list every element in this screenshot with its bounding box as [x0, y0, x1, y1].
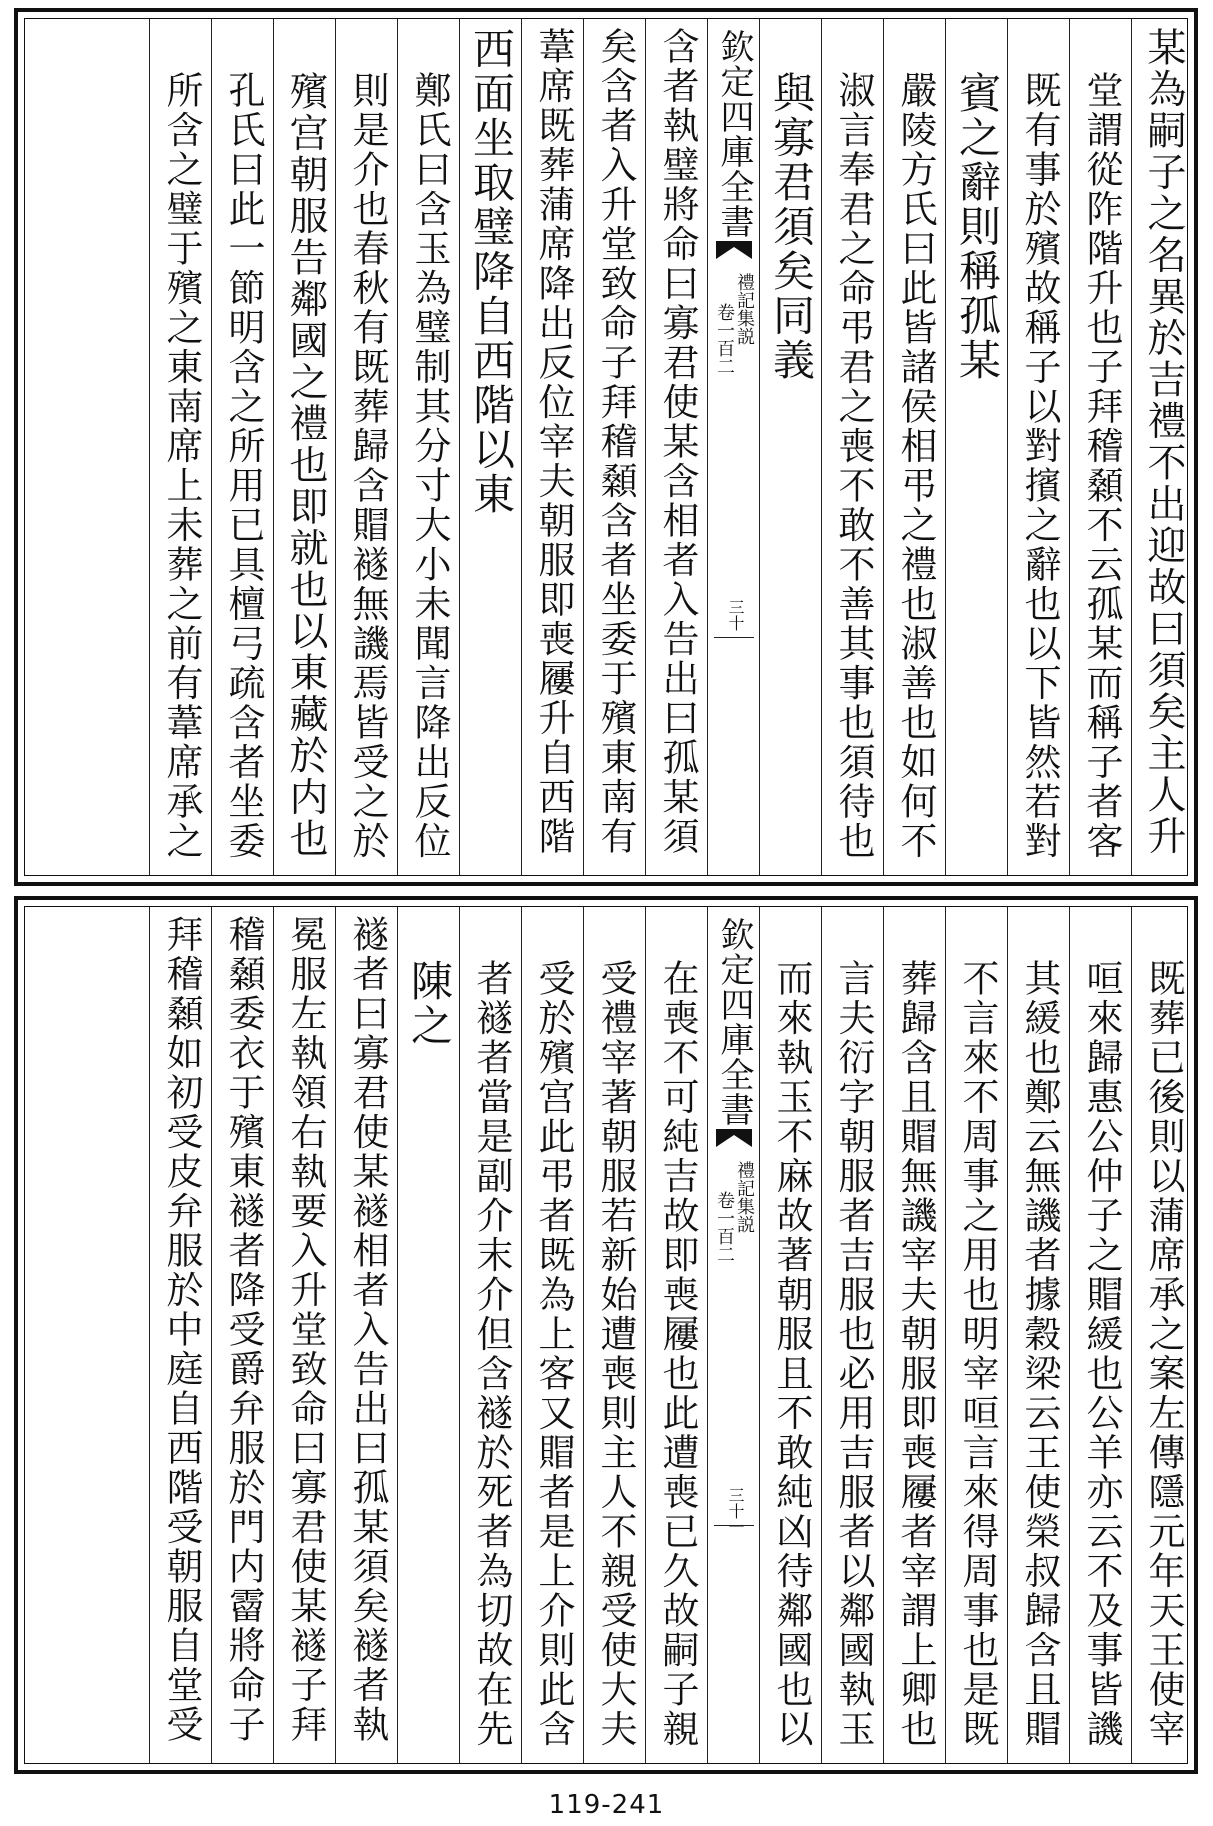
bottom-text-column — [459, 907, 521, 1763]
top-text-column — [1007, 19, 1069, 875]
top-fish-tail-mark-icon — [716, 241, 752, 259]
top-page-panel — [14, 8, 1198, 886]
bottom-text-column — [821, 907, 883, 1763]
bottom-text-column — [397, 907, 459, 1763]
bottom-column-text: 冕服左執領右執要入升堂致命曰寡君使某襚子拜 — [284, 915, 327, 1745]
bottom-text-column — [1007, 907, 1069, 1763]
top-column-text: 堂謂從阼階升也子拜稽顙不云孤某而稱子者客 — [1080, 71, 1123, 861]
bottom-column-text: 既葬已後則以蒲席承之案左傳隱元年天王使宰 — [1142, 959, 1185, 1749]
top-book-title: 欽定四庫全書 — [714, 29, 754, 239]
top-column-text: 某為嗣子之名異於吉禮不出迎故曰須矣主人升 — [1141, 27, 1186, 857]
bottom-text-column — [335, 907, 397, 1763]
bottom-page-panel — [14, 896, 1198, 1774]
top-text-column — [583, 19, 645, 875]
top-volume: 卷一百二 — [714, 303, 735, 375]
top-text-column — [149, 19, 211, 875]
bottom-column-text: 陳之 — [405, 959, 454, 1048]
top-text-column — [521, 19, 583, 875]
top-column-text: 葦席既葬蒲席降出反位宰夫朝服即喪屨升自西階 — [532, 27, 575, 857]
bottom-fish-tail-mark-icon — [716, 1129, 752, 1147]
top-text-column — [759, 19, 821, 875]
bottom-text-column — [1069, 907, 1131, 1763]
top-text-column — [273, 19, 335, 875]
bottom-column-text: 咺來歸惠公仲子之賵緩也公羊亦云不及事皆譏 — [1080, 959, 1123, 1749]
bottom-text-column — [211, 907, 273, 1763]
page-code: 119-241 — [548, 1790, 665, 1820]
bottom-page-number: 三十一 — [726, 1487, 745, 1535]
bottom-text-column — [883, 907, 945, 1763]
top-text-column — [397, 19, 459, 875]
bottom-text-column — [521, 907, 583, 1763]
bottom-text-column — [149, 907, 211, 1763]
top-page-number: 三十 — [726, 599, 745, 631]
top-column-text: 含者執璧將命曰寡君使某含相者入告出曰孤某須 — [656, 27, 699, 857]
top-column-text: 嚴陵方氏曰此皆諸侯相弔之禮也淑善也如何不 — [894, 71, 937, 861]
bottom-text-column — [945, 907, 1007, 1763]
bottom-column-text: 受於殯宫此弔者既為上客又賵者是上介則此含 — [532, 959, 575, 1749]
bottom-column-text: 拜稽顙如初受皮弁服於中庭自西階受朝服自堂受 — [160, 915, 203, 1745]
top-column-text: 殯宫朝服告鄰國之禮也即就也以東藏於内也 — [283, 71, 328, 860]
bottom-text-column — [759, 907, 821, 1763]
bottom-column-text: 而來執玉不麻故著朝服且不敢純凶待鄰國也以 — [770, 959, 813, 1749]
top-column-text: 矣含者入升堂致命子拜稽顙含者坐委于殯東南有 — [594, 27, 637, 857]
bottom-column-text: 稽顙委衣于殯東襚者降受爵弁服於門内霤將命子 — [222, 915, 265, 1745]
top-column-text: 賓之辭則稱孤某 — [953, 71, 1002, 383]
bottom-text-column — [645, 907, 707, 1763]
bottom-column-text: 葬歸含且賵無譏宰夫朝服即喪屨者宰謂上卿也 — [894, 959, 937, 1749]
top-column-text: 西面坐取璧降自西階以東 — [467, 27, 516, 517]
top-page-frame — [24, 18, 1188, 876]
bottom-text-column — [273, 907, 335, 1763]
bottom-text-column — [583, 907, 645, 1763]
top-text-column — [821, 19, 883, 875]
top-text-column — [335, 19, 397, 875]
top-column-text: 鄭氏曰含玉為璧制其分寸大小未聞言降出反位 — [408, 71, 451, 861]
bottom-column-text: 言夫衍字朝服者吉服也必用吉服者以鄰國執玉 — [832, 959, 875, 1749]
top-column-text: 既有事於殯故稱子以對擯之辭也以下皆然若對 — [1018, 71, 1061, 861]
top-fish-tail-line — [714, 637, 754, 638]
bottom-fish-tail-line — [714, 1525, 754, 1526]
top-text-column — [1131, 19, 1193, 875]
top-text-column — [645, 19, 707, 875]
top-column-text: 所含之璧于殯之東南席上未葬之前有葦席承之 — [160, 71, 203, 861]
top-column-text: 孔氏曰此一節明含之所用已具檀弓疏含者坐委 — [222, 71, 265, 861]
bottom-column-text: 不言來不周事之用也明宰咺言來得周事也是既 — [956, 959, 999, 1749]
bottom-text-column — [1131, 907, 1193, 1763]
top-text-column — [883, 19, 945, 875]
bottom-center-margin — [707, 907, 759, 1763]
top-text-column — [945, 19, 1007, 875]
bottom-subtitle: 禮記集説 — [734, 1161, 755, 1233]
bottom-column-text: 在喪不可純吉故即喪屨也此遭喪已久故嗣子親 — [656, 959, 699, 1749]
bottom-column-text: 者襚者當是副介末介但含襚於死者為切故在先 — [470, 959, 513, 1749]
bottom-column-text: 受禮宰著朝服若新始遭喪則主人不親受使大夫 — [594, 959, 637, 1749]
bottom-book-title: 欽定四庫全書 — [714, 917, 754, 1127]
top-text-column — [459, 19, 521, 875]
top-column-text: 淑言奉君之命弔君之喪不敢不善其事也須待也 — [832, 71, 875, 861]
top-column-text: 則是介也春秋有既葬歸含賵襚無譏焉皆受之於 — [346, 71, 389, 861]
top-subtitle: 禮記集説 — [734, 273, 755, 345]
top-column-text: 與寡君須矣同義 — [767, 71, 816, 383]
bottom-volume: 卷一百二 — [714, 1191, 735, 1263]
top-text-column — [1069, 19, 1131, 875]
bottom-column-text: 其緩也鄭云無譏者據穀梁云王使榮叔歸含且賵 — [1018, 959, 1061, 1749]
top-text-column — [211, 19, 273, 875]
top-center-margin — [707, 19, 759, 875]
bottom-page-frame — [24, 906, 1188, 1764]
bottom-column-text: 襚者曰寡君使某襚相者入告出曰孤某須矣襚者執 — [346, 915, 389, 1745]
